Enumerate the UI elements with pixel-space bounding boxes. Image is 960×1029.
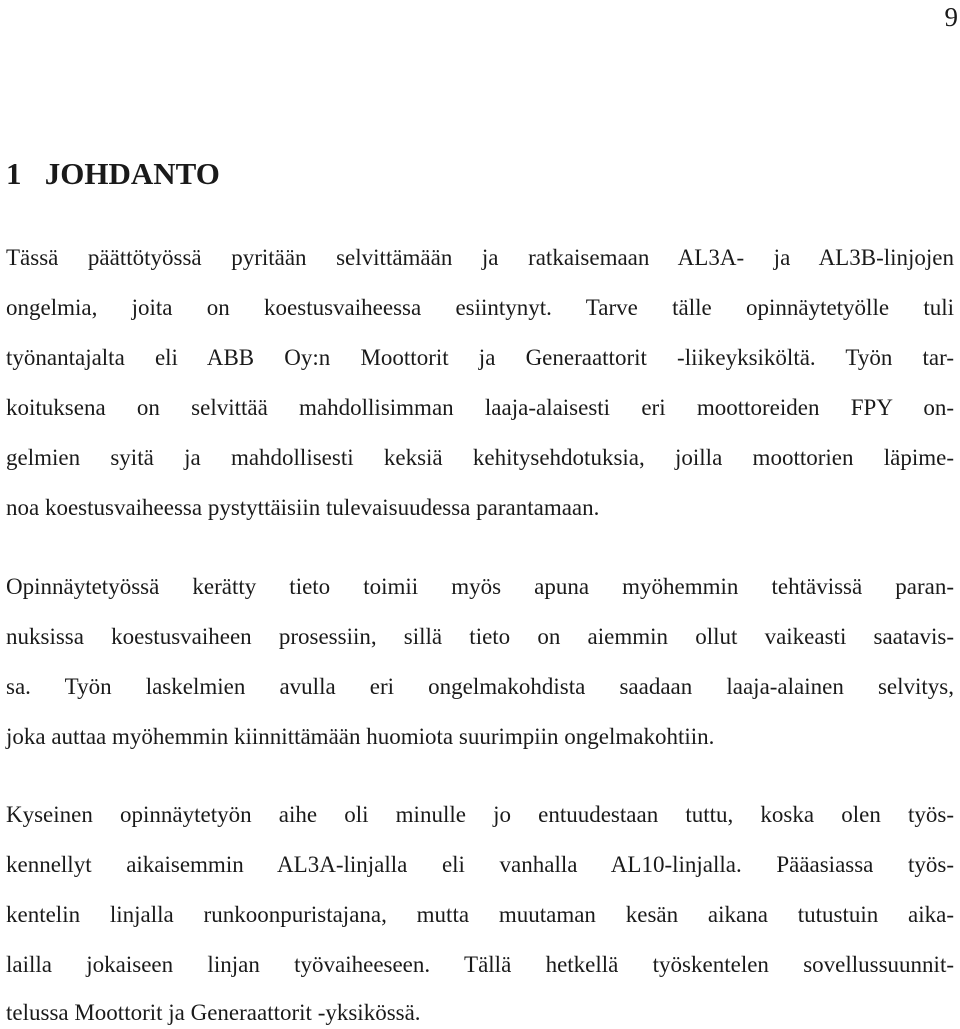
text-line: Kyseinen opinnäytetyön aihe oli minulle jo entuudestaan tuttu, koska olen työs- (6, 802, 954, 827)
text-line: työnantajalta eli ABB Oy:n Moottorit ja Generaattorit -liikeyksiköltä. Työn tar- (6, 345, 954, 370)
text-line: joka auttaa myöhemmin kiinnittämään huomiota suurimpiin ongelmakohtiin. (6, 724, 715, 749)
text-line: noa koestusvaiheessa pystyttäisiin tulevaisuudessa parantamaan. (6, 495, 600, 520)
text-line: Tässä päättötyössä pyritään selvittämään ja ratkaisemaan AL3A- ja AL3B-linjojen (6, 245, 954, 270)
text-line: Opinnäytetyössä kerätty tieto toimii myös apuna myöhemmin tehtävissä paran- (6, 574, 954, 599)
text-line: nuksissa koestusvaiheen prosessiin, sillä tieto on aiemmin ollut vaikeasti saatavis- (6, 624, 954, 649)
text-line: telussa Moottorit ja Generaattorit -yksikössä. (6, 1000, 421, 1025)
page-number: 9 (944, 2, 958, 32)
chapter-number: 1 (6, 156, 22, 191)
text-line: gelmien syitä ja mahdollisesti keksiä kehitysehdotuksia, joilla moottorien läpime- (6, 445, 954, 470)
chapter-heading (6, 154, 220, 194)
text-line: lailla jokaiseen linjan työvaiheeseen. Tällä hetkellä työskentelen sovellussuunnit- (6, 952, 954, 977)
text-line: koituksena on selvittää mahdollisimman laaja-alaisesti eri moottoreiden FPY on- (6, 395, 954, 420)
text-line: ongelmia, joita on koestusvaiheessa esiintynyt. Tarve tälle opinnäytetyölle tuli (6, 295, 954, 320)
text-line: kentelin linjalla runkoonpuristajana, mutta muutaman kesän aikana tutustuin aika- (6, 902, 954, 927)
chapter-title: JOHDANTO (44, 156, 220, 191)
text-line: kennellyt aikaisemmin AL3A-linjalla eli vanhalla AL10-linjalla. Pääasiassa työs- (6, 852, 954, 877)
text-line: sa. Työn laskelmien avulla eri ongelmakohdista saadaan laaja-alainen selvitys, (6, 674, 954, 699)
